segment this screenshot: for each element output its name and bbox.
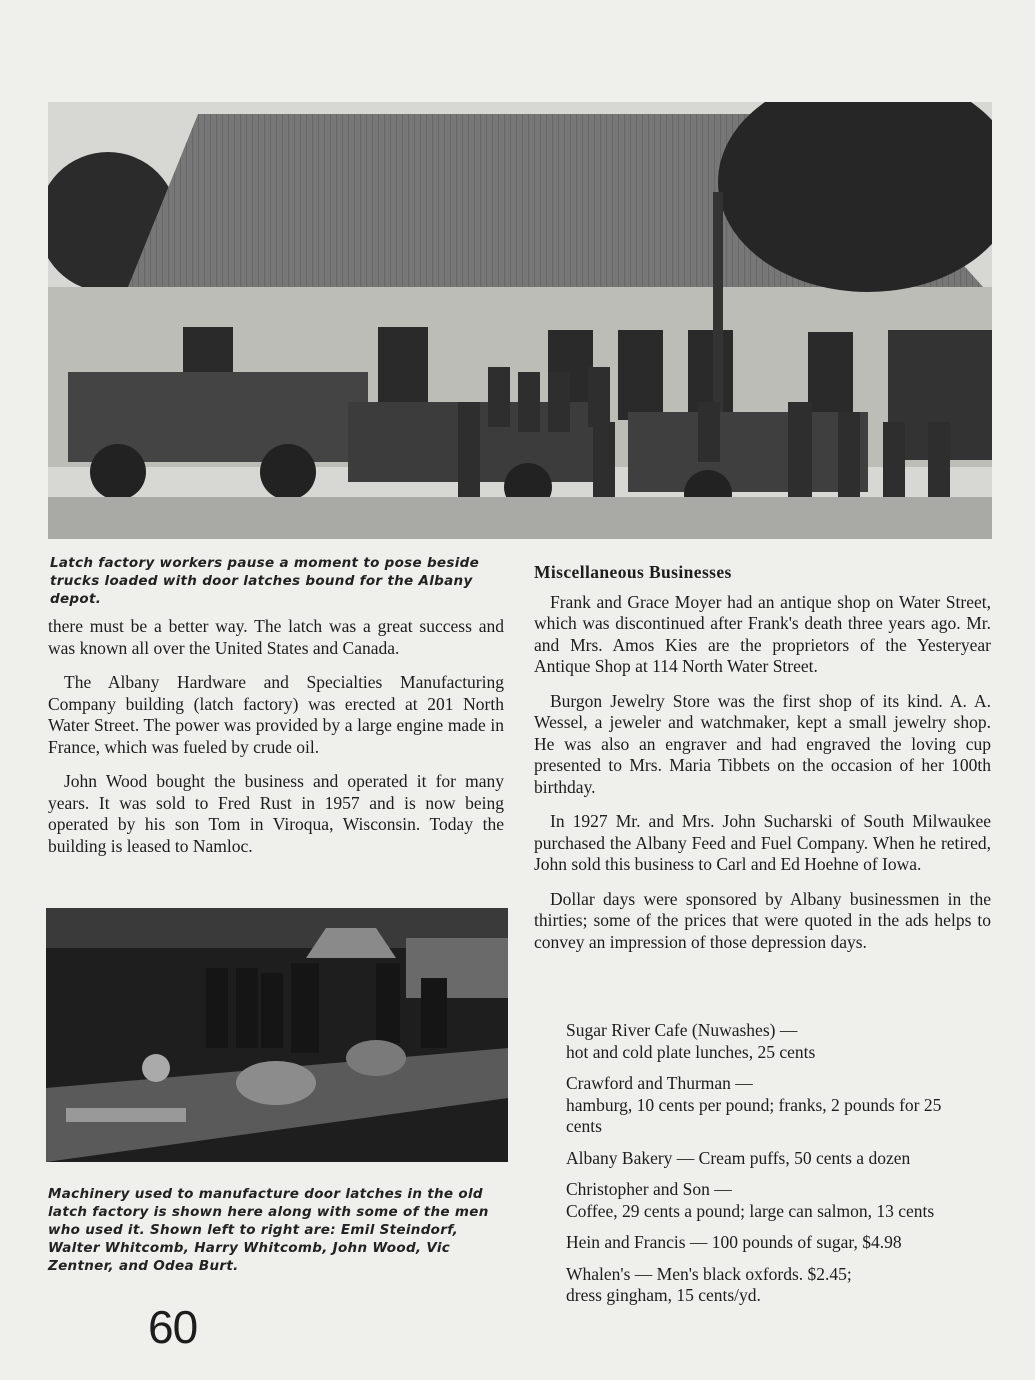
ad-item <box>566 1232 976 1254</box>
ad-item <box>566 1020 976 1063</box>
ads-list <box>566 1020 976 1317</box>
machinery-photo <box>46 908 508 1162</box>
ad-line: hot and cold plate lunches, 25 cents <box>566 1041 816 1062</box>
ad-item <box>566 1179 976 1222</box>
right-paragraph: Dollar days were sponsored by Albany businessmen in the thirties; some of the prices that were quoted in the ads helps to convey an impression of those depression days. <box>534 888 991 952</box>
ad-line: Hein and Francis — 100 pounds of sugar, $4.98 <box>566 1232 902 1252</box>
ad-line: Christopher and Son — <box>566 1179 732 1199</box>
ad-line: Sugar River Cafe (Nuwashes) — <box>566 1020 798 1040</box>
bottom-photo-caption: Machinery used to manufacture door latches in the old latch factory is shown here along with some of the men who used it. Shown left to right are: Emil Steindorf, Walter Whitcomb, Harry Whitcomb, John Wood, Vic Zentner, and Odea Burt. <box>48 1186 489 1274</box>
left-paragraph: John Wood bought the business and operated it for many years. It was sold to Fred Rust in 1957 and is now being operated by his son Tom in Viroqua, Wisconsin. Today the building is leased to Namloc. <box>48 771 504 856</box>
ad-line: Whalen's — Men's black oxfords. $2.45; <box>566 1263 852 1284</box>
ad-item <box>566 1148 976 1170</box>
top-photo-caption: Latch factory workers pause a moment to pose beside trucks loaded with door latches bound for the Albany depot. <box>50 555 480 607</box>
ad-item <box>566 1264 976 1307</box>
factory-trucks-photo <box>48 102 992 539</box>
ad-line: dress gingham, 15 cents/yd. <box>566 1285 761 1305</box>
right-paragraph: Burgon Jewelry Store was the first shop of its kind. A. A. Wessel, a jeweler and watchmaker, kept a small jewelry shop. He was also an engraver and had engraved the loving cup presented to Mrs. Maria Tibbets on the occasion of her 100th birthday. <box>534 690 991 797</box>
ad-line: Crawford and Thurman — <box>566 1073 753 1093</box>
ad-line: Coffee, 29 cents a pound; large can salmon, 13 cents <box>566 1200 935 1221</box>
ad-line: Albany Bakery — Cream puffs, 50 cents a dozen <box>566 1147 911 1168</box>
page-number: 60 <box>148 1301 198 1353</box>
left-paragraph: there must be a better way. The latch was a great success and was known all over the United States and Canada. <box>48 616 504 658</box>
right-paragraph: Frank and Grace Moyer had an antique shop on Water Street, which was discontinued after Frank's death three years ago. Mr. and Mrs. Amos Kies are the proprietors of the Yesteryear Antique Shop at 114 North Water Street. <box>534 591 991 676</box>
right-paragraph: In 1927 Mr. and Mrs. John Sucharski of South Milwaukee purchased the Albany Feed and Fuel Company. When he retired, John sold this business to Carl and Ed Hoehne of Iowa. <box>534 811 991 874</box>
ad-item <box>566 1073 976 1138</box>
left-column <box>48 616 504 870</box>
right-column <box>534 562 991 966</box>
section-heading: Miscellaneous Businesses <box>534 562 732 582</box>
ad-line: hamburg, 10 cents per pound; franks, 2 pounds for 25 cents <box>566 1094 942 1136</box>
left-paragraph: The Albany Hardware and Specialties Manufacturing Company building (latch factory) was erected at 201 North Water Street. The power was provided by a large engine made in France, which was fueled by crude oil. <box>48 672 504 757</box>
